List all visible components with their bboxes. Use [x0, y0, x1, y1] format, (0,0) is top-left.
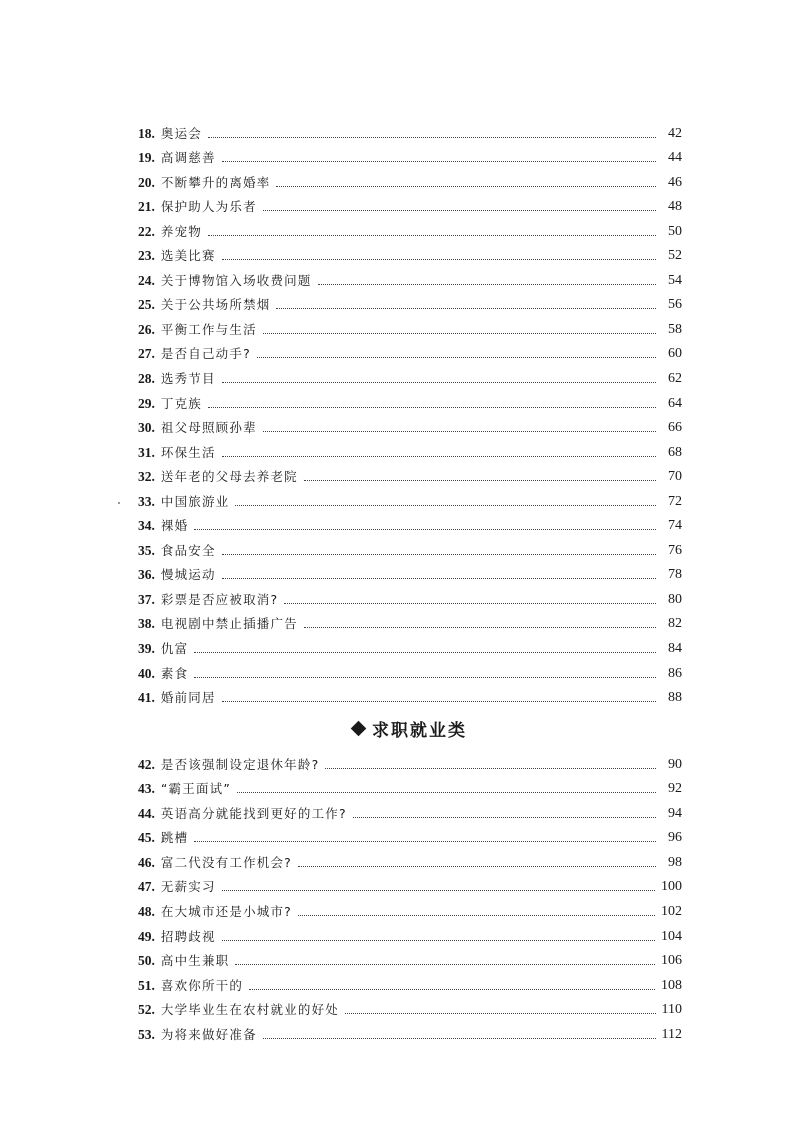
- entry-number: 51.: [138, 977, 155, 993]
- dot-leader: [345, 1013, 656, 1014]
- entry-page-number: 48: [668, 199, 682, 215]
- entry-title: 慢城运动: [160, 567, 216, 583]
- toc-entry[interactable]: [138, 192, 682, 217]
- toc-list-before: [138, 118, 682, 707]
- dot-leader: [276, 186, 656, 187]
- toc-entry[interactable]: [138, 388, 682, 413]
- entry-page-number: 80: [668, 591, 682, 607]
- toc-entry[interactable]: [138, 560, 682, 585]
- toc-entry[interactable]: [138, 216, 682, 241]
- dot-leader: [304, 627, 656, 628]
- entry-title: 丁克族: [160, 395, 202, 411]
- diamond-icon: [351, 720, 367, 736]
- dot-leader: [222, 554, 656, 555]
- entry-title: 彩票是否应被取消?: [160, 591, 279, 607]
- toc-entry[interactable]: [138, 143, 682, 168]
- dot-leader: [298, 866, 656, 867]
- entry-number: 35.: [138, 542, 155, 558]
- toc-entry[interactable]: [138, 798, 682, 823]
- toc-entry[interactable]: [138, 363, 682, 388]
- entry-number: 22.: [138, 223, 155, 239]
- entry-title: 食品安全: [160, 542, 216, 558]
- entry-number: 40.: [138, 665, 155, 681]
- entry-number: 45.: [138, 830, 155, 846]
- toc-entry[interactable]: [138, 683, 682, 708]
- entry-title: 婚前同居: [160, 690, 216, 706]
- entry-number: 33.: [138, 493, 155, 509]
- toc-entry[interactable]: [138, 314, 682, 339]
- dot-leader: [263, 1038, 656, 1039]
- entry-page-number: 66: [668, 420, 682, 436]
- entry-page-number: 84: [668, 641, 682, 657]
- entry-page-number: 76: [668, 542, 682, 558]
- entry-number: 32.: [138, 469, 155, 485]
- entry-page-number: 60: [668, 346, 682, 362]
- table-of-contents: [138, 118, 682, 1044]
- entry-page-number: 74: [668, 518, 682, 534]
- entry-title: 为将来做好准备: [160, 1026, 257, 1042]
- entry-title: 裸婚: [160, 518, 189, 534]
- dot-leader: [284, 603, 656, 604]
- toc-entry[interactable]: [138, 872, 682, 897]
- toc-entry[interactable]: [138, 413, 682, 438]
- entry-number: 48.: [138, 903, 155, 919]
- toc-entry[interactable]: [138, 486, 682, 511]
- entry-number: 53.: [138, 1026, 155, 1042]
- entry-title: 环保生活: [160, 444, 216, 460]
- entry-number: 49.: [138, 928, 155, 944]
- entry-page-number: 72: [668, 493, 682, 509]
- entry-title: 英语高分就能找到更好的工作?: [160, 805, 347, 821]
- entry-number: 24.: [138, 272, 155, 288]
- entry-title: 选秀节目: [160, 371, 216, 387]
- entry-page-number: 50: [668, 223, 682, 239]
- section-heading-inner: [353, 716, 467, 741]
- entry-number: 41.: [138, 690, 155, 706]
- entry-number: 37.: [138, 591, 155, 607]
- entry-number: 39.: [138, 641, 155, 657]
- section-title: 求职就业类: [372, 720, 467, 741]
- entry-title: 关于博物馆入场收费问题: [160, 272, 312, 288]
- entry-title: 高调慈善: [160, 150, 216, 166]
- entry-page-number: 98: [668, 854, 682, 870]
- entry-page-number: 64: [668, 395, 682, 411]
- dot-leader: [325, 768, 656, 769]
- entry-number: 38.: [138, 616, 155, 632]
- toc-entry[interactable]: [138, 946, 682, 971]
- toc-entry[interactable]: [138, 118, 682, 143]
- entry-number: 34.: [138, 518, 155, 534]
- entry-number: 47.: [138, 879, 155, 895]
- toc-entry[interactable]: [138, 241, 682, 266]
- dot-leader: [194, 677, 656, 678]
- toc-entry[interactable]: [138, 290, 682, 315]
- toc-entry[interactable]: [138, 584, 682, 609]
- toc-entry[interactable]: [138, 774, 682, 799]
- dot-leader: [235, 505, 656, 506]
- toc-entry[interactable]: [138, 658, 682, 683]
- entry-number: 46.: [138, 854, 155, 870]
- entry-title: 平衡工作与生活: [160, 321, 257, 337]
- entry-page-number: 102: [661, 903, 682, 919]
- toc-entry[interactable]: [138, 896, 682, 921]
- entry-title: 无薪实习: [160, 879, 216, 895]
- dot-leader: [222, 456, 656, 457]
- dot-leader: [263, 210, 656, 211]
- toc-entry[interactable]: [138, 437, 682, 462]
- entry-page-number: 86: [668, 665, 682, 681]
- toc-entry[interactable]: [138, 847, 682, 872]
- entry-title: 关于公共场所禁烟: [160, 297, 271, 313]
- toc-list-after: [138, 749, 682, 1044]
- toc-entry[interactable]: [138, 339, 682, 364]
- toc-entry[interactable]: [138, 167, 682, 192]
- entry-title: 保护助人为乐者: [160, 199, 257, 215]
- entry-number: 30.: [138, 420, 155, 436]
- entry-page-number: 82: [668, 616, 682, 632]
- entry-title: 送年老的父母去养老院: [160, 469, 298, 485]
- entry-page-number: 100: [661, 879, 682, 895]
- dot-leader: [318, 284, 656, 285]
- dot-leader: [353, 817, 656, 818]
- entry-title: 不断攀升的离婚率: [160, 174, 271, 190]
- dot-leader: [222, 940, 655, 941]
- dot-leader: [304, 480, 656, 481]
- toc-entry[interactable]: [138, 633, 682, 658]
- entry-page-number: 62: [668, 371, 682, 387]
- entry-title: 是否该强制设定退休年龄?: [160, 756, 320, 772]
- toc-entry[interactable]: [138, 921, 682, 946]
- dot-leader: [222, 259, 656, 260]
- entry-number: 20.: [138, 174, 155, 190]
- toc-entry[interactable]: [138, 609, 682, 634]
- entry-title: 跳槽: [160, 830, 189, 846]
- entry-number: 36.: [138, 567, 155, 583]
- entry-page-number: 94: [668, 805, 682, 821]
- entry-page-number: 52: [668, 248, 682, 264]
- dot-leader: [194, 529, 656, 530]
- entry-page-number: 108: [661, 977, 682, 993]
- entry-page-number: 78: [668, 567, 682, 583]
- entry-title: 在大城市还是小城市?: [160, 903, 293, 919]
- entry-page-number: 88: [668, 690, 682, 706]
- toc-entry[interactable]: [138, 511, 682, 536]
- section-heading: [138, 707, 682, 749]
- toc-entry[interactable]: [138, 535, 682, 560]
- entry-number: 42.: [138, 756, 155, 772]
- toc-entry[interactable]: [138, 823, 682, 848]
- dot-leader: [208, 137, 656, 138]
- dot-leader: [257, 357, 656, 358]
- entry-page-number: 92: [668, 781, 682, 797]
- entry-number: 29.: [138, 395, 155, 411]
- toc-entry[interactable]: [138, 749, 682, 774]
- entry-page-number: 106: [661, 953, 682, 969]
- entry-number: 43.: [138, 781, 155, 797]
- entry-title: “霸王面试”: [160, 781, 232, 797]
- dot-leader: [222, 890, 655, 891]
- dot-leader: [263, 333, 656, 334]
- entry-page-number: 96: [668, 830, 682, 846]
- entry-number: 26.: [138, 321, 155, 337]
- entry-title: 中国旅游业: [160, 493, 230, 509]
- entry-title: 选美比赛: [160, 248, 216, 264]
- dot-leader: [237, 792, 656, 793]
- dot-leader: [194, 652, 656, 653]
- entry-number: 21.: [138, 199, 155, 215]
- entry-title: 喜欢你所干的: [160, 977, 244, 993]
- entry-title: 奥运会: [160, 125, 202, 141]
- entry-number: 25.: [138, 297, 155, 313]
- entry-title: 素食: [160, 665, 189, 681]
- entry-page-number: 70: [668, 469, 682, 485]
- dot-leader: [263, 431, 656, 432]
- entry-page-number: 56: [668, 297, 682, 313]
- entry-title: 祖父母照顾孙辈: [160, 420, 257, 436]
- entry-title: 大学毕业生在农村就业的好处: [160, 1002, 339, 1018]
- entry-number: 52.: [138, 1002, 155, 1018]
- entry-page-number: 54: [668, 272, 682, 288]
- entry-number: 27.: [138, 346, 155, 362]
- entry-number: 23.: [138, 248, 155, 264]
- entry-page-number: 46: [668, 174, 682, 190]
- entry-title: 电视剧中禁止插播广告: [160, 616, 298, 632]
- entry-number: 50.: [138, 953, 155, 969]
- entry-page-number: 44: [668, 150, 682, 166]
- dot-leader: [298, 915, 655, 916]
- entry-number: 44.: [138, 805, 155, 821]
- dot-leader: [222, 701, 656, 702]
- entry-page-number: 90: [668, 756, 682, 772]
- toc-entry[interactable]: [138, 1019, 682, 1044]
- dot-leader: [276, 308, 656, 309]
- entry-page-number: 68: [668, 444, 682, 460]
- entry-page-number: 112: [661, 1026, 682, 1042]
- entry-title: 是否自己动手?: [160, 346, 251, 362]
- toc-entry[interactable]: [138, 995, 682, 1020]
- entry-title: 富二代没有工作机会?: [160, 854, 293, 870]
- entry-page-number: 42: [668, 125, 682, 141]
- dot-leader: [249, 989, 655, 990]
- entry-number: 31.: [138, 444, 155, 460]
- dot-leader: [208, 235, 656, 236]
- toc-entry[interactable]: [138, 462, 682, 487]
- toc-entry[interactable]: [138, 265, 682, 290]
- entry-number: 28.: [138, 371, 155, 387]
- dot-leader: [222, 161, 656, 162]
- dot-leader: [194, 841, 656, 842]
- entry-title: 高中生兼职: [160, 953, 230, 969]
- dot-leader: [222, 578, 656, 579]
- entry-number: 18.: [138, 125, 155, 141]
- entry-page-number: 58: [668, 321, 682, 337]
- dot-leader: [222, 382, 656, 383]
- entry-page-number: 104: [661, 928, 682, 944]
- entry-number: 19.: [138, 150, 155, 166]
- scan-speck: [118, 502, 120, 504]
- dot-leader: [208, 407, 656, 408]
- entry-page-number: 110: [661, 1002, 682, 1018]
- entry-title: 招聘歧视: [160, 928, 216, 944]
- dot-leader: [235, 964, 655, 965]
- entry-title: 仇富: [160, 641, 189, 657]
- entry-title: 养宠物: [160, 223, 202, 239]
- toc-entry[interactable]: [138, 970, 682, 995]
